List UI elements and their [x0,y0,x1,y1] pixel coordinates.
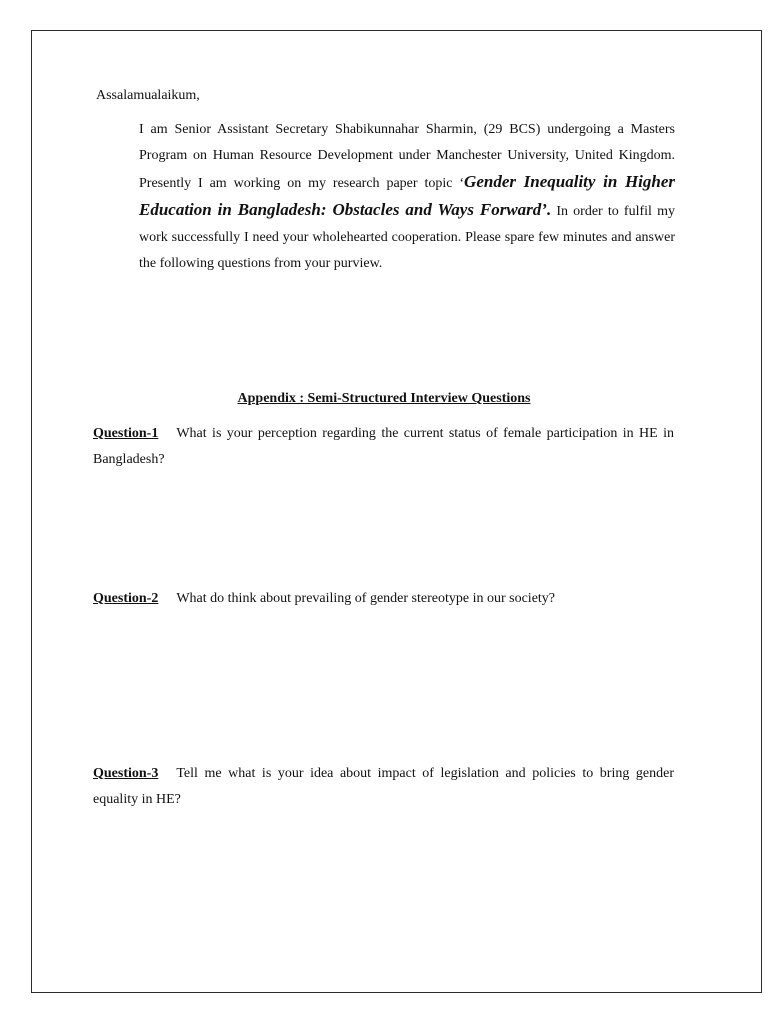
question-label: Question-2 [93,591,159,606]
intro-paragraph [139,117,675,277]
question-text: What do think about prevailing of gender stereotype in our society? [176,591,556,606]
question-text: Tell me what is your idea about impact of legislation and policies to bring gender equality in HE? [93,766,674,807]
question-1 [93,421,674,473]
intro-text-start: I am Senior Assistant Secretary Shabikunnahar Sharmin, (29 BCS) undergoing a Masters Program on Human Resource Development under Manchester University, United Kingdom. Presently I am working on my research paper topic ‘ [139,122,675,191]
appendix-title: Appendix : Semi-Structured Interview Questions [237,391,531,406]
question-3 [93,761,674,813]
question-2 [93,586,674,612]
question-text: What is your perception regarding the current status of female participation in HE in Bangladesh? [93,426,674,467]
intro-text-end: In order to fulfil my work successfully I need your wholehearted cooperation. Please spare few minutes and answer the following questions from your purview. [139,204,675,271]
research-topic: Gender Inequality in Higher Education in Bangladesh: Obstacles and Ways Forward’. [139,172,676,219]
question-label: Question-1 [93,426,159,441]
greeting: Assalamualaikum, [96,88,200,103]
question-label: Question-3 [93,766,159,781]
